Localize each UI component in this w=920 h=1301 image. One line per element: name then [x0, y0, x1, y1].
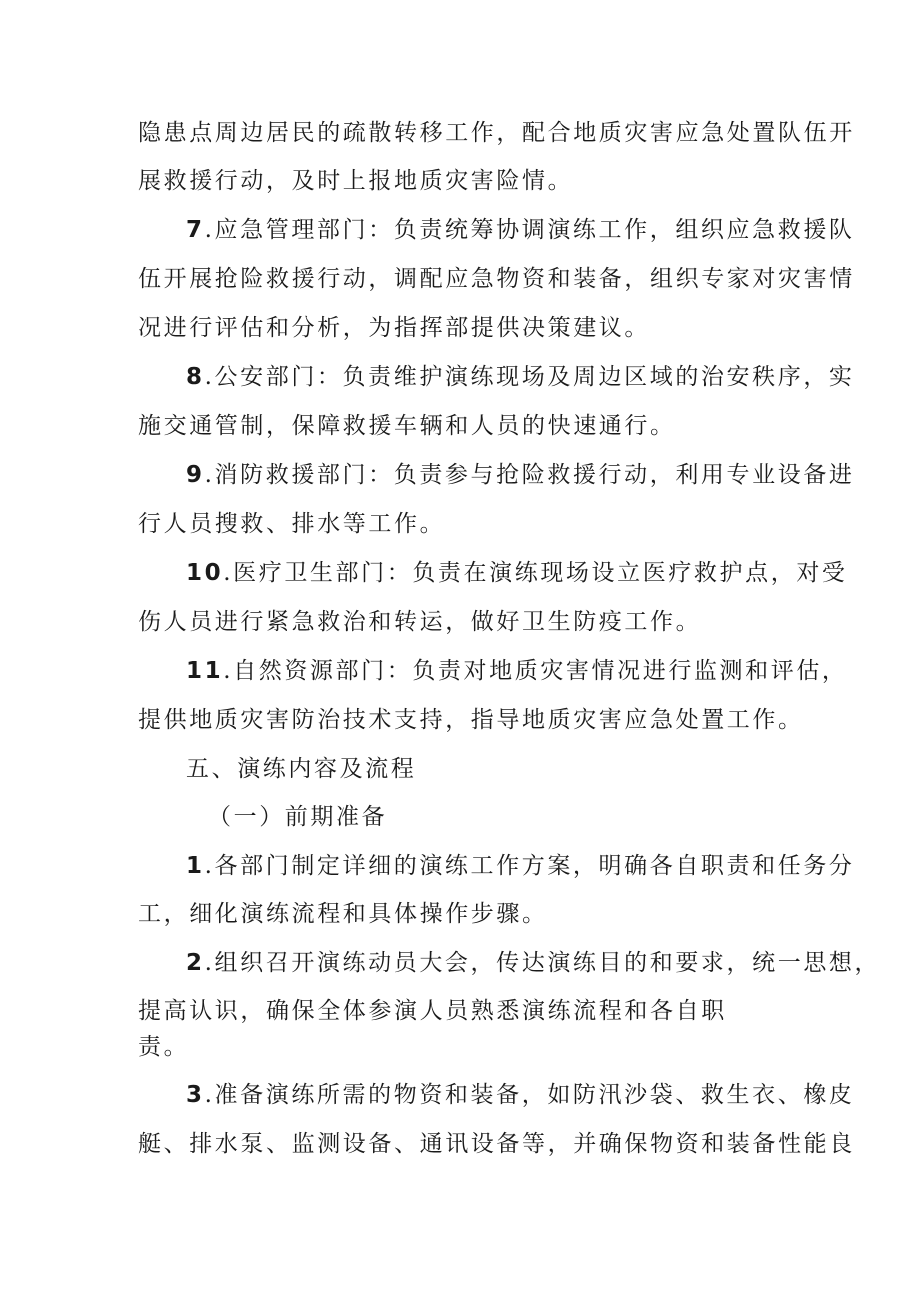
paragraph-line [138, 411, 676, 441]
heading-text: （一）前期准备 [208, 804, 388, 830]
heading-text: 五、演练内容及流程 [186, 756, 417, 782]
paragraph-line [138, 264, 855, 294]
text-span: .各部门制定详细的演练工作方案，明确各自职责和任务分 [204, 853, 855, 879]
text-span: 隐患点周边居民的疏散转移工作，配合地质灾害应急处置队伍开 [138, 120, 855, 146]
item-number: 3 [186, 1082, 205, 1108]
paragraph-line-item-9 [186, 460, 855, 490]
item-number: 9 [186, 462, 205, 488]
text-span: .自然资源部门：负责对地质灾害情况进行监测和评估， [223, 658, 848, 684]
item-number: 11 [186, 658, 224, 684]
paragraph-line-item-2 [186, 948, 880, 978]
text-span: 况进行评估和分析，为指挥部提供决策建议。 [138, 315, 650, 341]
item-number: 2 [186, 950, 205, 976]
paragraph-line [138, 313, 650, 343]
text-span: 行人员搜救、排水等工作。 [138, 511, 446, 537]
text-span: .消防救援部门：负责参与抢险救援行动，利用专业设备进 [204, 462, 855, 488]
subsection-heading [208, 802, 387, 832]
paragraph-line [138, 1032, 189, 1062]
paragraph-line [138, 899, 548, 929]
paragraph-line-item-8 [186, 362, 855, 392]
text-span: .医疗卫生部门：负责在演练现场设立医疗救护点，对受 [223, 560, 848, 586]
paragraph-line [138, 705, 804, 735]
text-span: .组织召开演练动员大会，传达演练目的和要求，统一思想， [204, 950, 881, 976]
text-span: .应急管理部门：负责统筹协调演练工作，组织应急救援队 [204, 217, 855, 243]
text-span: 伤人员进行紧急救治和转运，做好卫生防疫工作。 [138, 609, 702, 635]
paragraph-line [138, 166, 573, 196]
text-span: 提供地质灾害防治技术支持，指导地质灾害应急处置工作。 [138, 707, 804, 733]
text-span: 施交通管制，保障救援车辆和人员的快速通行。 [138, 413, 676, 439]
item-number: 1 [186, 853, 205, 879]
section-heading [186, 754, 416, 784]
paragraph-line-item-10 [186, 558, 848, 588]
text-span: 展救援行动，及时上报地质灾害险情。 [138, 168, 574, 194]
paragraph-line-item-7 [186, 215, 855, 245]
paragraph-line [138, 996, 727, 1026]
paragraph-line [138, 509, 445, 539]
paragraph-line-item-1 [186, 851, 855, 881]
text-span: .准备演练所需的物资和装备，如防汛沙袋、救生衣、橡皮 [204, 1082, 855, 1108]
paragraph-line [138, 1129, 855, 1159]
item-number: 10 [186, 560, 224, 586]
text-span: 责。 [138, 1034, 190, 1060]
paragraph-line [138, 607, 701, 637]
paragraph-line-item-3 [186, 1080, 855, 1110]
text-span: 提高认识，确保全体参演人员熟悉演练流程和各自职 [138, 998, 727, 1024]
paragraph-line [138, 118, 855, 148]
text-span: 艇、排水泵、监测设备、通讯设备等，并确保物资和装备性能良 [138, 1131, 855, 1157]
paragraph-line-item-11 [186, 656, 848, 686]
text-span: 工，细化演练流程和具体操作步骤。 [138, 901, 548, 927]
item-number: 7 [186, 217, 205, 243]
text-span: 伍开展抢险救援行动，调配应急物资和装备，组织专家对灾害情 [138, 266, 855, 292]
item-number: 8 [186, 364, 205, 390]
text-span: .公安部门：负责维护演练现场及周边区域的治安秩序，实 [204, 364, 855, 390]
